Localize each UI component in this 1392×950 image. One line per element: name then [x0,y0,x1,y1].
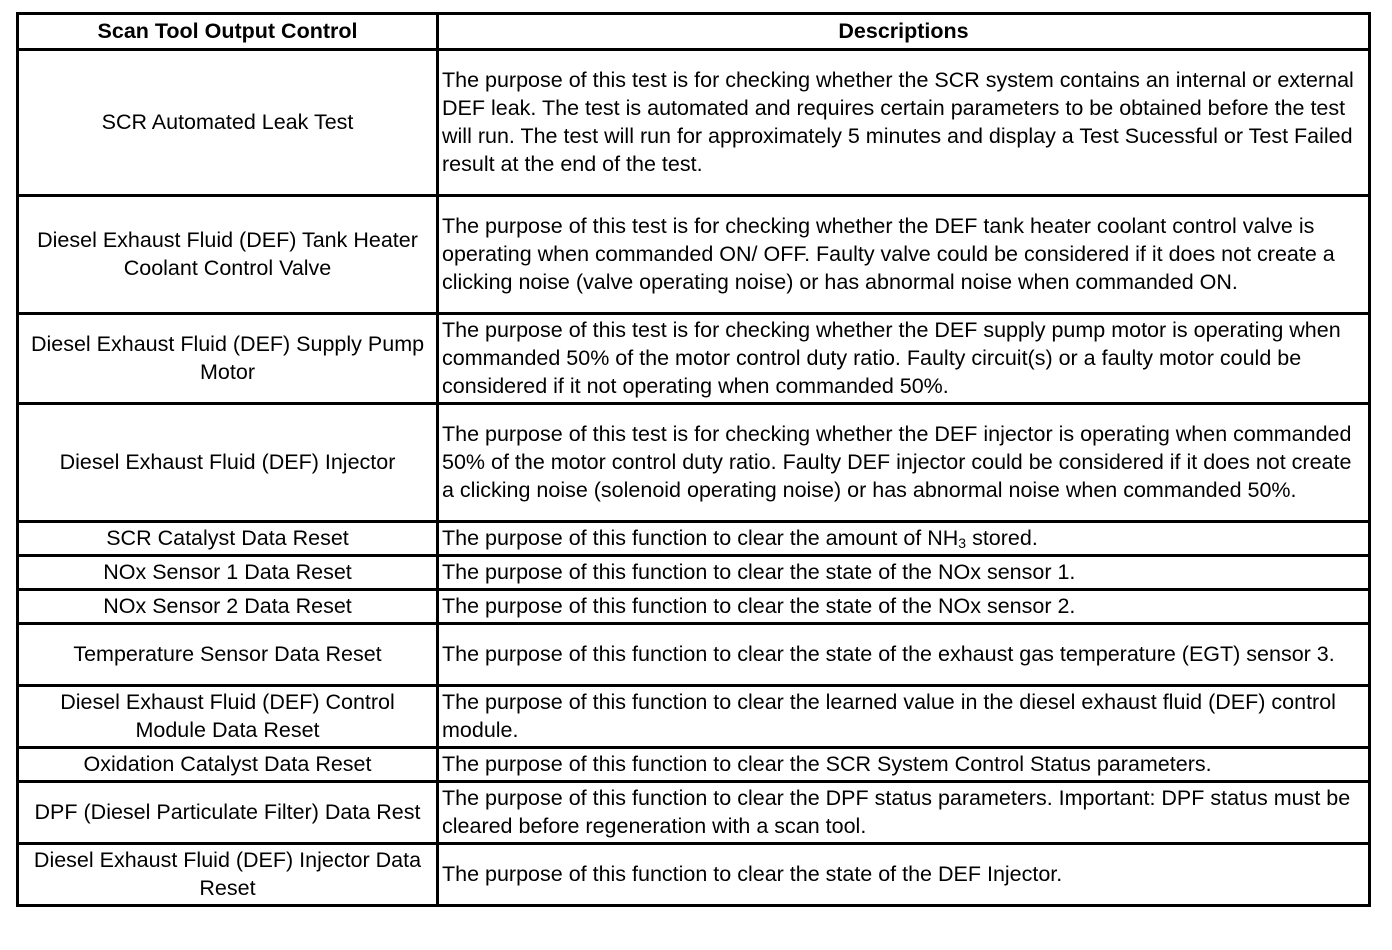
header-description: Descriptions [438,14,1370,50]
table-row [18,196,1370,314]
table-row [18,556,1370,590]
control-cell: Diesel Exhaust Fluid (DEF) Control Module Data Reset [18,686,438,748]
description-cell: The purpose of this test is for checking whether the SCR system contains an internal or external DEF leak. The test is automated and requires certain parameters to be obtained before the test will run. The test will run for approximately 5 minutes and display a Test Sucessful or Test Failed result at the end of the test. [438,50,1370,196]
description-cell: The purpose of this function to clear the DPF status parameters. Important: DPF status must be cleared before regeneration with a scan tool. [438,782,1370,844]
scan-tool-output-control-table [16,12,1371,907]
description-cell: The purpose of this function to clear the SCR System Control Status parameters. [438,748,1370,782]
control-cell: Temperature Sensor Data Reset [18,624,438,686]
table-row [18,782,1370,844]
control-cell: Diesel Exhaust Fluid (DEF) Injector Data Reset [18,844,438,906]
control-cell: Oxidation Catalyst Data Reset [18,748,438,782]
control-cell: NOx Sensor 1 Data Reset [18,556,438,590]
table-row [18,844,1370,906]
control-cell: Diesel Exhaust Fluid (DEF) Injector [18,404,438,522]
header-control: Scan Tool Output Control [18,14,438,50]
table-row [18,404,1370,522]
description-cell [438,522,1370,556]
description-cell: The purpose of this function to clear the learned value in the diesel exhaust fluid (DEF) control module. [438,686,1370,748]
control-cell: DPF (Diesel Particulate Filter) Data Rest [18,782,438,844]
table-row [18,522,1370,556]
table-row [18,50,1370,196]
description-text: The purpose of this function to clear the amount of NH [442,526,959,550]
description-cell: The purpose of this test is for checking whether the DEF supply pump motor is operating when commanded 50% of the motor control duty ratio. Faulty circuit(s) or a faulty motor could be considered if it not operating when commanded 50%. [438,314,1370,404]
description-cell: The purpose of this test is for checking whether the DEF tank heater coolant control valve is operating when commanded ON/ OFF. Faulty valve could be considered if it does not create a clicking noise (valve operating noise) or has abnormal noise when commanded ON. [438,196,1370,314]
description-cell: The purpose of this function to clear the state of the exhaust gas temperature (EGT) sensor 3. [438,624,1370,686]
table-row [18,624,1370,686]
subscript-3: 3 [958,535,967,551]
table-row [18,748,1370,782]
description-text-suffix: stored. [966,526,1038,550]
table-row [18,314,1370,404]
control-cell: Diesel Exhaust Fluid (DEF) Supply Pump Motor [18,314,438,404]
description-cell: The purpose of this function to clear the state of the DEF Injector. [438,844,1370,906]
control-cell: SCR Catalyst Data Reset [18,522,438,556]
description-cell: The purpose of this function to clear the state of the NOx sensor 1. [438,556,1370,590]
control-cell: Diesel Exhaust Fluid (DEF) Tank Heater Coolant Control Valve [18,196,438,314]
control-cell: NOx Sensor 2 Data Reset [18,590,438,624]
table-header-row [18,14,1370,50]
table-row [18,686,1370,748]
control-cell: SCR Automated Leak Test [18,50,438,196]
description-cell: The purpose of this function to clear the state of the NOx sensor 2. [438,590,1370,624]
table-row [18,590,1370,624]
description-cell: The purpose of this test is for checking whether the DEF injector is operating when commanded 50% of the motor control duty ratio. Faulty DEF injector could be considered if it does not create a clicking noise (solenoid operating noise) or has abnormal noise when commanded 50%. [438,404,1370,522]
